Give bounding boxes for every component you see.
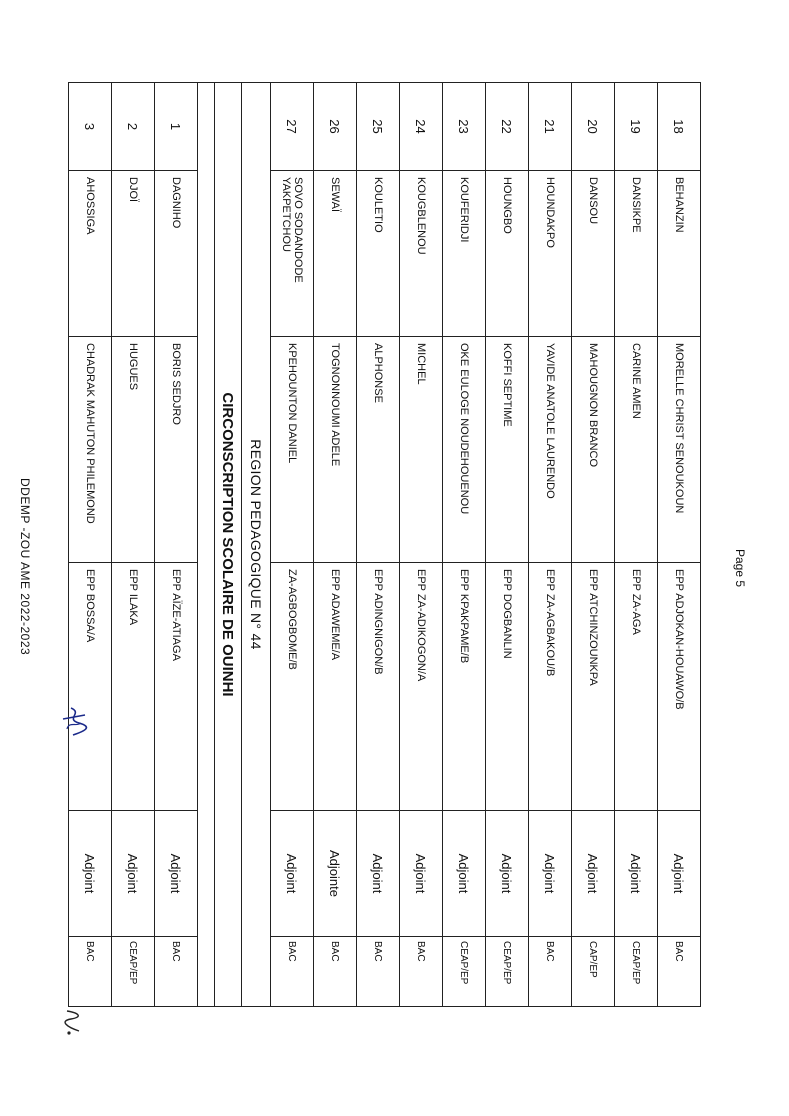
diploma-cell: CEAP/EP [486, 937, 529, 1007]
signature-mark [61, 705, 89, 739]
row-number: 22 [486, 83, 529, 171]
table-row [443, 83, 486, 1007]
row-number: 21 [529, 83, 572, 171]
firstname-cell: TOGNONNOUMI ADELE [314, 337, 357, 563]
status-cell: Adjointe [314, 811, 357, 937]
diploma-cell: CAP/EP [572, 937, 615, 1007]
status-cell: Adjoint [400, 811, 443, 937]
status-cell: Adjoint [658, 811, 701, 937]
table-row [658, 83, 701, 1007]
firstname-cell: BORIS SEDJRO [155, 337, 198, 563]
school-cell: EPP ADJOKAN-HOUAWO/B [658, 563, 701, 811]
diploma-cell: BAC [271, 937, 314, 1007]
personnel-table [68, 82, 701, 1007]
surname-cell: KOUGBLENOU [400, 171, 443, 337]
spacer-row [198, 83, 215, 1007]
diploma-cell: CEAP/EP [112, 937, 155, 1007]
row-number: 3 [69, 83, 112, 171]
school-cell: EPP ATCHINZOUNKPA [572, 563, 615, 811]
row-number: 24 [400, 83, 443, 171]
diploma-cell: CEAP/EP [443, 937, 486, 1007]
row-number: 26 [314, 83, 357, 171]
diploma-cell: BAC [529, 937, 572, 1007]
table-row [572, 83, 615, 1007]
table-row [112, 83, 155, 1007]
school-cell: EPP DOGBANLIN [486, 563, 529, 811]
status-cell: Adjoint [357, 811, 400, 937]
diploma-cell: BAC [155, 937, 198, 1007]
page-number: Page 5 [733, 549, 747, 588]
surname-cell: AHOSSIGA [69, 171, 112, 337]
surname-cell: KOULETIO [357, 171, 400, 337]
table-row [400, 83, 443, 1007]
school-cell: EPP ZA-AGBAKOU/B [529, 563, 572, 811]
school-cell: EPP KPAKPAME/B [443, 563, 486, 811]
status-cell: Adjoint [271, 811, 314, 937]
circonscription-title: CIRCONSCRIPTION SCOLAIRE DE OUINHI [215, 83, 242, 1007]
initials-mark [61, 1005, 89, 1039]
surname-cell: HOUNGBO [486, 171, 529, 337]
table-body-bottom [69, 83, 198, 1007]
table-row [486, 83, 529, 1007]
table-row [615, 83, 658, 1007]
diploma-cell: BAC [314, 937, 357, 1007]
row-number: 25 [357, 83, 400, 171]
status-cell: Adjoint [615, 811, 658, 937]
school-cell: EPP ADAWEME/A [314, 563, 357, 811]
surname-cell: DAGNIHO [155, 171, 198, 337]
firstname-cell: MORELLE CHRIST SENOUKOUN [658, 337, 701, 563]
firstname-cell: ALPHONSE [357, 337, 400, 563]
school-cell: EPP ADINGNIGON/B [357, 563, 400, 811]
row-number: 20 [572, 83, 615, 171]
status-cell: Adjoint [155, 811, 198, 937]
table-row [271, 83, 314, 1007]
firstname-cell: MICHEL [400, 337, 443, 563]
school-cell: EPP BOSSA/A [69, 563, 112, 811]
row-number: 2 [112, 83, 155, 171]
status-cell: Adjoint [572, 811, 615, 937]
status-cell: Adjoint [486, 811, 529, 937]
status-cell: Adjoint [69, 811, 112, 937]
firstname-cell: YAVIDE ANATOLE LAURENDO [529, 337, 572, 563]
firstname-cell: CARINE AMEN [615, 337, 658, 563]
surname-cell: DANSIKPE [615, 171, 658, 337]
row-number: 1 [155, 83, 198, 171]
surname-cell: KOUFERIDJI [443, 171, 486, 337]
surname-cell: BEHANZIN [658, 171, 701, 337]
diploma-cell: BAC [658, 937, 701, 1007]
school-cell: EPP ZA-ADIKOGON/A [400, 563, 443, 811]
row-number: 27 [271, 83, 314, 171]
firstname-cell: MAHOUGNON BRANCO [572, 337, 615, 563]
footer-text: DDEMP -ZOU AME 2022-2023 [18, 478, 32, 656]
firstname-cell: OKE EULOGE NOUDEHOUENOU [443, 337, 486, 563]
surname-cell: DJOÏ [112, 171, 155, 337]
table-row [529, 83, 572, 1007]
table-row [69, 83, 112, 1007]
region-title: REGION PEDAGOGIQUE N° 44 [242, 83, 271, 1007]
diploma-cell: CEAP/EP [615, 937, 658, 1007]
status-cell: Adjoint [529, 811, 572, 937]
firstname-cell: KPEHOUNTON DANIEL [271, 337, 314, 563]
school-cell: EPP AÏZE-ATIAGA [155, 563, 198, 811]
diploma-cell: BAC [69, 937, 112, 1007]
school-cell: EPP ZA-AGA [615, 563, 658, 811]
status-cell: Adjoint [112, 811, 155, 937]
table-row [357, 83, 400, 1007]
table-headers [198, 83, 271, 1007]
diploma-cell: BAC [357, 937, 400, 1007]
diploma-cell: BAC [400, 937, 443, 1007]
surname-cell: SEWAÏ [314, 171, 357, 337]
firstname-cell: CHADRAK MAHUTON PHILEMOND [69, 337, 112, 563]
firstname-cell: HUGUES [112, 337, 155, 563]
table-body-top [271, 83, 701, 1007]
row-number: 19 [615, 83, 658, 171]
school-cell: EPP ILAKA [112, 563, 155, 811]
surname-cell: HOUNDAKPO [529, 171, 572, 337]
table-row [314, 83, 357, 1007]
surname-cell: DANSOU [572, 171, 615, 337]
surname-cell: SOVO SODANDODE YAKPETCHOU [271, 171, 314, 337]
row-number: 18 [658, 83, 701, 171]
firstname-cell: KOFFI SEPTIME [486, 337, 529, 563]
table-row [155, 83, 198, 1007]
school-cell: ZA-AGBOGBOME/B [271, 563, 314, 811]
row-number: 23 [443, 83, 486, 171]
status-cell: Adjoint [443, 811, 486, 937]
